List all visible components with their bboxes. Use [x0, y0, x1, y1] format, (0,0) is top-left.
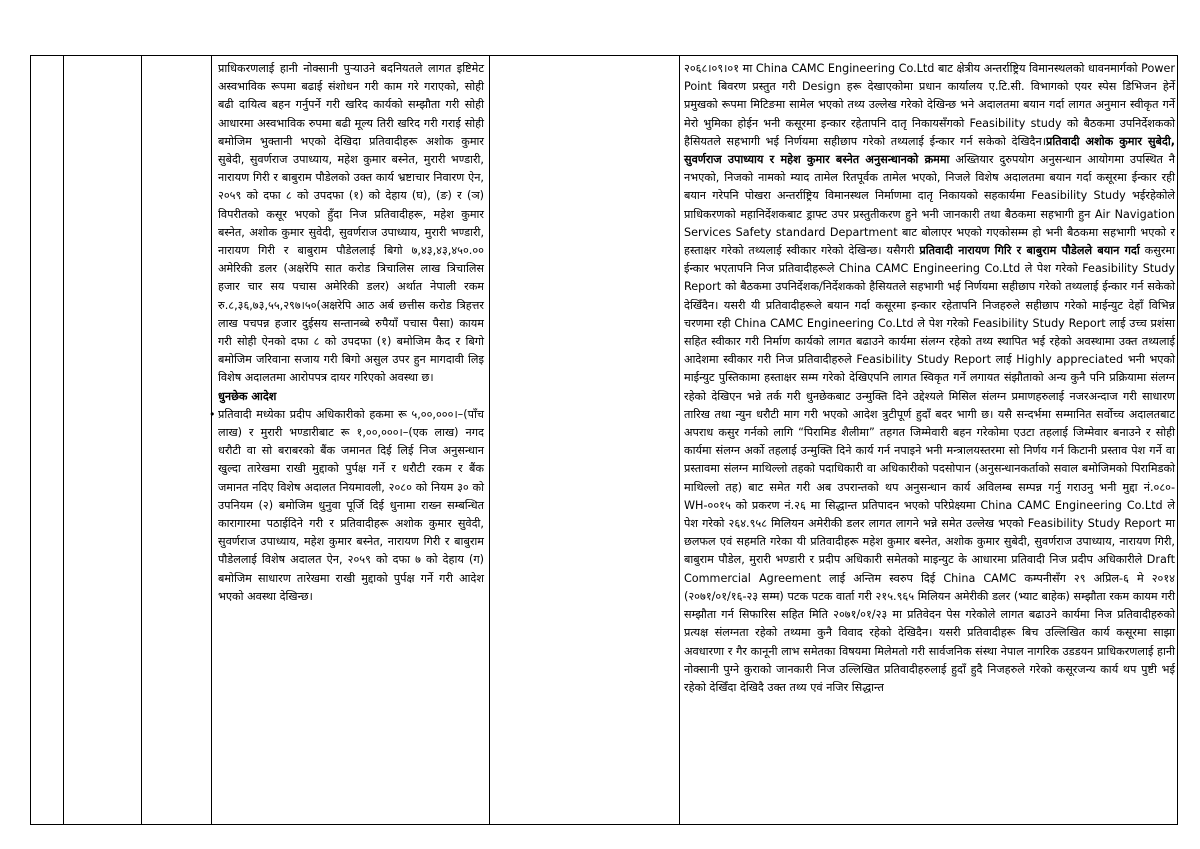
column-divider-5 — [679, 56, 680, 824]
left-text-column — [209, 60, 484, 606]
charge-paragraph: प्राधिकरणलाई हानी नोक्सानी पुऱ्याउने बदनियतले लागत इष्टिमेट अस्वभाविक रूपमा बढाई संशोधन गरी काम गरे गराएको, सोही बढी दायित्व बहन गर्नुपर्ने गरी खरिद कार्यको सम्झौता गरी सोही आधारमा अस्वभाविक रुपमा बढी मूल्य तिरी खरिद गरी गराई सोही बमोजिम भुक्तानी भएको देखिदा प्रतिवादीहरू अशोक कुमार सुबेदी, सुवर्णराज उपाध्याय, महेश कुमार बस्नेत, मुरारी भण्डारी, नारायण गिरी र बाबुराम पौडेलको उक्त कार्य भ्रष्टाचार निवारण ऐन, २०५९ को दफा ८ को उपदफा (१) को देहाय (घ), (ङ) र (ञ) विपरीतको कसूर भएको हुँदा निज प्रतिवादीहरू, महेश कुमार बस्नेत, अशोक कुमार सुवेदी, सुवर्णराज उपाध्याय, मुरारी भण्डारी, नारायण गिरी र बाबुराम पौडेललाई बिगो ७,४३,४३,४५०.०० अमेरिकी डलर (अक्षरेपि सात करोड त्रिचालिस लाख त्रिचालिस हजार चार सय पचास अमेरिकी डलर) अर्थात नेपाली रकम रु.८,३६,७३,५५,२९७।५०(अक्षरेपि आठ अर्ब छत्तीस करोड त्रिहत्तर लाख पचपन्न हजार दुईसय सन्तानब्बे रुपैयाँ पचास पैसा) कायम गरी सोही ऐनको दफा ८ को उपदफा (१) बमोजिम कैद र बिगो बमोजिम जरिवाना सजाय गरी बिगो असुल उपर हुन मागदावी लिइ विशेष अदालतमा आरोपपत्र दायर गरिएको अवस्था छ। — [218, 62, 484, 385]
text-run: २०६८।०९।०१ मा China CAMC Engineering Co.Ltd बाट क्षेत्रीय अन्तर्राष्ट्रिय विमानस्थलको धावनमार्गको Power Point बिवरण प्रस्तुत गरी Design हरू देखाएकोमा प्रधान कार्यालय ए.टि.सी. विभागको एयर स्पेस डिभिजन हेर्ने प्रमुखको रूपमा मिटिङमा सामेल भएको तथ्य उल्लेख गरेको देखिन्छ भने अदालतमा बयान गर्दा लागत अनुमान स्वीकृत गर्ने मेरो भुमिका होईन भनी कसूरमा इन्कार रहेतापनि दातृ निकायसँगको Feasibility study को बैठकमा उपनिर्देशकको हैसियतले सहभागी भई निर्णयमा सहीछाप गरेको तथ्यलाई ईन्कार गर्न सकेको देखिदैन। — [684, 62, 1175, 148]
bold-defendants-1: प्रतिवादी अशोक कुमार सुबेदी, सुवर्णराज उपाध्याय र महेश कुमार बस्नेत अनुसन्धानको क्रममा — [684, 134, 1175, 167]
bold-defendants-2: प्रतिवादी नारायण गिरि र बाबुराम पौडेलले बयान गर्दा — [919, 244, 1140, 258]
bullet-marker: • — [209, 407, 216, 421]
right-text-column — [684, 60, 1175, 697]
text-run: कसुरमा ईन्कार भएतापनि निज प्रतिवादीहरूले China CAMC Engineering Co.Ltd ले पेश गरेको Feasibility Study Report को बैठकमा उपनिर्देशक/निर्देशकको हैसियतले सहभागी भई निर्णयमा सहीछाप गरेको तथ्यलाई ईन्कार गर्न सकेको देखिँदैन। यसरी यी प्रतिवादीहरूले बयान गर्दा कसूरमा इन्कार रहेतापनि निजहरुले सहीछाप गरेको माईन्युट देहाँ विभिन्न चरणमा रही China CAMC Engineering Co.Ltd ले पेश गरेको Feasibility Study Report लाई उच्च प्रशंसा सहित स्वीकार गरी निर्माण कार्यको लागत बढाउने कार्यमा संलग्न रहेको तथ्य स्थापित भई रहेको अवस्थामा उक्त तथ्यलाई आदेशमा स्वीकार गरी निज प्रतिवादीहरुले Feasibility Study Report लाई Highly appreciated भनी भएको माईन्युट पुस्तिकामा हस्ताक्षर सम्म गरेको देखिएपनि लागत स्विकृत गर्ने लगायत संझौताको अन्य कुनै पनि प्रक्रियामा संलग्न रहेको देखिएन भन्ने तर्क गरी धुनछेकबाट उन्मुक्ति दिने उद्देश्यले मिसिल संलग्न प्रमाणहरुलाई नजरअन्दाज गरी साधारण तारिख तथा न्युन धरौटी माग गरी भएको आदेश त्रुटीपूर्ण हुदाँ बदर भागी छ। यसै सन्दर्भमा सम्मानित सर्वोच्च अदालतबाट अपराध कसुर गर्नको लागि “पिरामिड शैलीमा” तहगत जिम्मेवारी बहन गरेकोमा एउटा तहलाई जिम्मेवार बनाउने र सोही कार्यमा संलग्न अर्को तहलाई उन्मुक्ति दिने कार्य गर्न नपाइने भनी मन्त्रालयस्तरमा सो निर्णय गर्न किटानी प्रस्ताव पेश गर्ने वा प्रस्तावमा संलग्न माथिल्लो तहको पदाधिकारी वा अधिकारीको पदसोपान (अनुसन्धानकर्ताको सवाल बमोजिमको पिरामिडको माथिल्लो तह) बाट समेत गरी अब उपरान्तको थप अनुसन्धान कार्य अविलम्ब सम्पन्न गर्नु गराउनु भनी मुद्दा नं.०८०-WH-००१५ को प्रकरण नं.२६ मा सिद्धान्त प्रतिपादन भएको परिप्रेक्ष्यमा China CAMC Engineering Co.Ltd ले पेश गरेको २६४.९५८ मिलियन अमेरीकी डलर लागत लागने भन्ने समेत उल्लेख भएको Feasibility Study Report मा छलफल एवं सहमति गरेका यी प्रतिवादीहरू महेश कुमार बस्नेत, अशोक कुमार सुबेदी, सुवर्णराज उपाध्याय, नारायण गिरी, बाबुराम पौडेल, मुरारी भण्डारी र प्रदीप अधिकारी समेतको माइन्युट के आधारमा प्रतिवादी निज प्रदीप अधिकारीले Draft Commercial Agreement लाई अन्तिम स्वरुप दिई China CAMC कम्पनीसँग २९ अप्रिल-६ मे २०१४ (२०७१/०१/१६-२३ सम्म) पटक पटक वार्ता गरी २१५.९६५ मिलियन अमेरीकी डलर (भ्याट बाहेक) सम्झौता रकम कायम गरी सम्झौता गर्न सिफारिस सहित मिति २०७१/०१/२३ मा प्रतिवेदन पेस गरेकोले लागत बढाउने कार्यमा निज प्रतिवादीहरुको प्रत्यक्ष संलग्नता रहेको तथ्यमा कुनै विवाद रहेको देखिदैन। यसरी प्रतिवादीहरू बिच उल्लिखित कार्य कसूरमा साझा अवधारणा र गैर कानूनी लाभ समेतका विषयमा मिलेमतो गरी सार्वजनिक संस्था नेपाल नागरिक उडडयन प्राधिकरणलाई हानी नोक्सानी पुग्ने कुराको जानकारी निज उल्लिखित प्रतिवादीहरुलाई हुदाँ हुदै निजहरुले गरेको कसूरजन्य कार्य थप पुष्टी भई रहेको देखिँदा देखिदै उक्त तथ्य एवं नजिर सिद्धान्त — [684, 244, 1176, 694]
text-run: अख्तियार दुरुपयोग अनुसन्धान आयोगमा उपस्थित नै नभएको, निजको नामको म्याद तामेल रितपूर्वक तामेल भएको, निजले विशेष अदालतमा बयान गर्दा कसूरमा ईन्कार रही बयान गरेपनि पोखरा अन्तर्राष्ट्रिय विमानस्थल निर्माणमा दातृ निकायको सहकार्यमा Feasibility Study भईरहेकोले प्राधिकरणको महानिर्देशकबाट ड्राफ्ट उपर प्रस्तुतीकरण हुने भनी जानकारी तथा बैठकमा सहभागी हुन Air Navigation Services Safety standard Department बाट बोलाएर भएको गएकोसम्म हो भनी बैठकमा सहभागी भएको र हस्ताक्षर गरेको तथ्यलाई स्वीकार गरेको देखिन्छ। यसैगरी — [684, 153, 1175, 258]
order-table — [30, 55, 1178, 825]
column-divider-2 — [141, 56, 142, 824]
column-divider-1 — [63, 56, 64, 824]
column-divider-3 — [211, 56, 212, 824]
analysis-paragraph — [684, 60, 1175, 697]
bullet-paragraph-text: प्रतिवादी मध्येका प्रदीप अधिकारीको हकमा रू ५,००,०००।–(पाँच लाख) र मुरारी भण्डारीबाट रू १,००,०००।–(एक लाख) नगद धरौटी वा सो बराबरको बैंक जमानत दिई लिई निज अनुसन्धान खुल्दा तारेखमा राखी मुद्दाको पुर्पक्ष गर्ने र धरौटी रकम र बैंक जमानत नदिए विशेष अदालत नियमावली, २०८० को नियम ३० को उपनियम (२) बमोजिम धुनुवा पूर्जि दिई धुनामा राख्न सम्बन्धित कारागारमा पठाईदिने गरी र प्रतिवादीहरू अशोक कुमार सुवेदी, सुवर्णराज उपाध्याय, महेश कुमार बस्नेत, नारायण गिरी र बाबुराम पौडेललाई विशेष अदालत ऐन, २०५९ को दफा ७ को देहाय (ग) बमोजिम साधारण तारेखमा राखी मुद्दाको पुर्पक्ष गर्ने गरी आदेश भएको अवस्था देखिन्छ। — [218, 407, 484, 603]
bullet-paragraph — [209, 406, 484, 606]
section-heading: धुनछेक आदेश — [218, 389, 277, 403]
column-divider-4 — [489, 56, 490, 824]
